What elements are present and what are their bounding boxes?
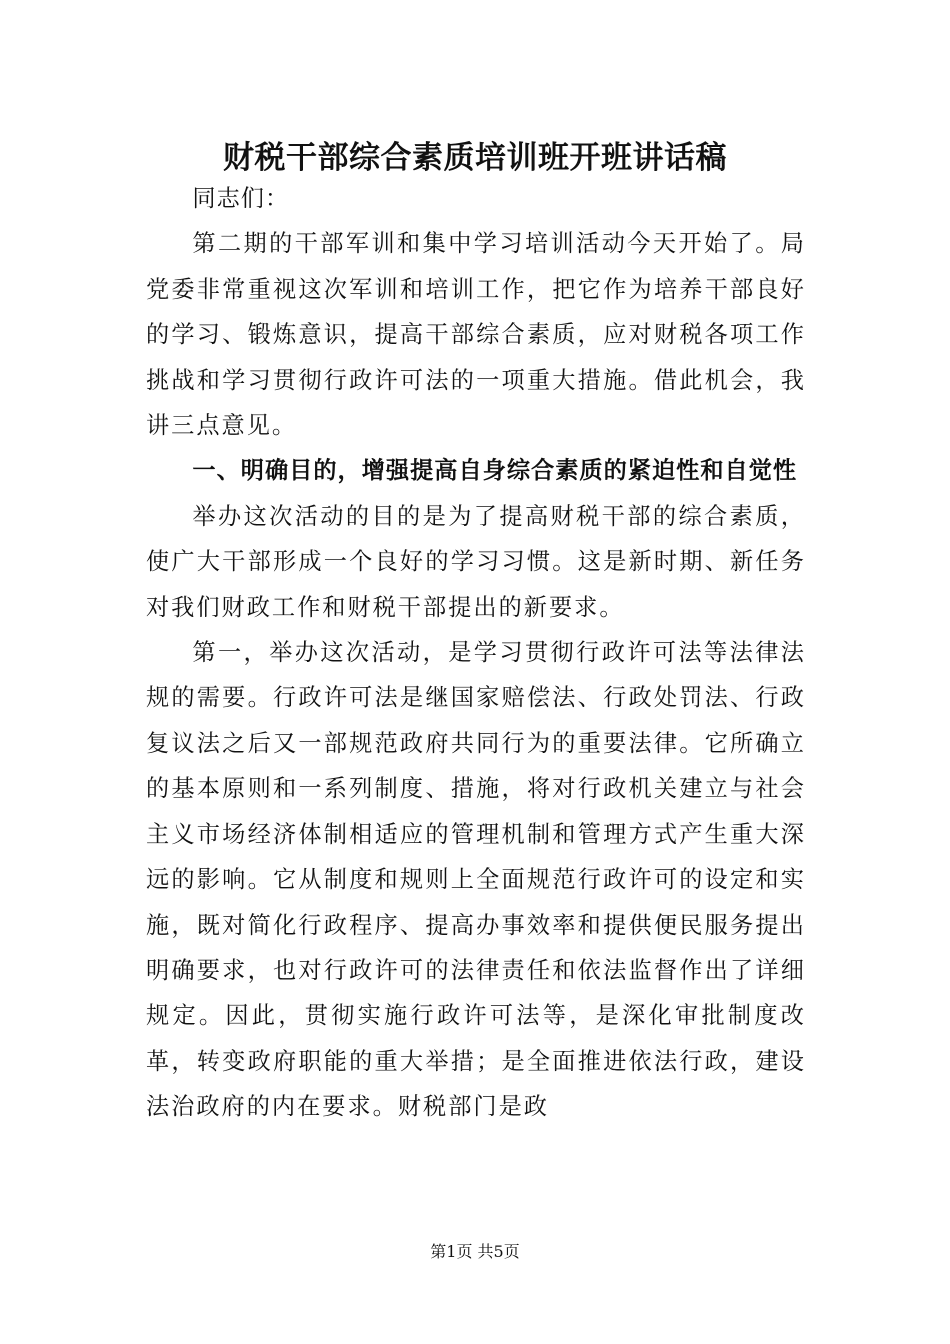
document-title: 财税干部综合素质培训班开班讲话稿 xyxy=(223,140,727,176)
intro-paragraph: 第二期的干部军训和集中学习培训活动今天开始了。局党委非常重视这次军训和培训工作，把它作为培养干部良好的学习、锻炼意识，提高干部综合素质，应对财税各项工作挑战和学习贯彻行政许可法的一项重大措施。借此机会，我讲三点意见。 xyxy=(146,230,806,440)
document-body xyxy=(146,176,806,1130)
salutation: 同志们： xyxy=(192,185,290,212)
section-heading: 一、明确目的，增强提高自身综合素质的紧迫性和自觉性 xyxy=(192,457,798,485)
section-paragraph-purpose: 举办这次活动的目的是为了提高财税干部的综合素质，使广大干部形成一个良好的学习习惯。这是新时期、新任务对我们财政工作和财税干部提出的新要求。 xyxy=(146,502,806,621)
section-paragraph-first: 第一，举办这次活动，是学习贯彻行政许可法等法律法规的需要。行政许可法是继国家赔偿法、行政处罚法、行政复议法之后又一部规范政府共同行为的重要法律。它所确立的基本原则和一系列制度、措施，将对行政机关建立与社会主义市场经济体制相适应的管理机制和管理方式产生重大深远的影响。它从制度和规则上全面规范行政许可的设定和实施，既对简化行政程序、提高办事效率和提供便民服务提出明确要求，也对行政许可的法律责任和依法监督作出了详细规定。因此，贯彻实施行政许可法等，是深化审批制度改革，转变政府职能的重大举措；是全面推进依法行政，建设法治政府的内在要求。财税部门是政 xyxy=(146,639,806,1121)
page-footer: 第1页 共5页 xyxy=(430,1242,520,1261)
